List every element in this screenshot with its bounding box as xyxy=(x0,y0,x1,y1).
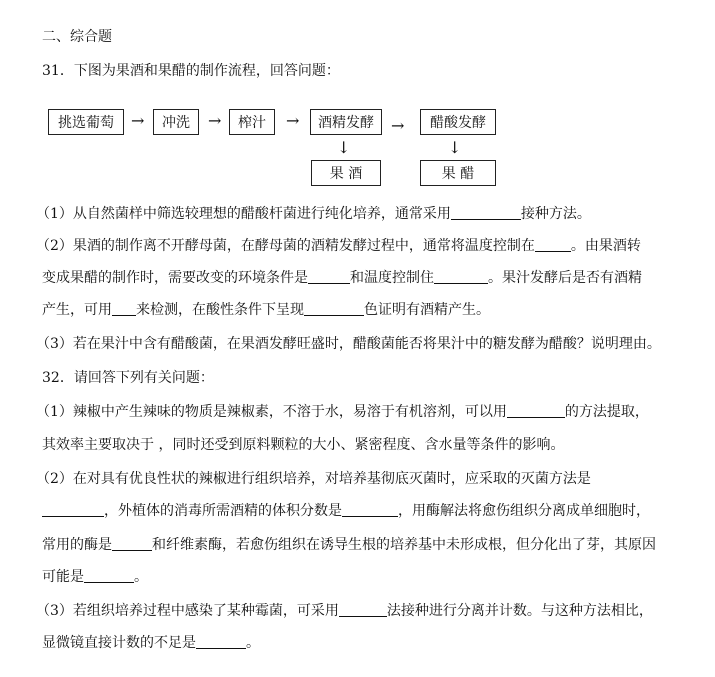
q32-part3-text: （3）若组织培养过程中感染了某种霉菌，可采用 xyxy=(36,603,339,619)
q31-part2-text: （2）果酒的制作离不开酵母菌，在酵母菌的酒精发酵过程中，通常将温度控制在 xyxy=(36,238,535,254)
arrow-right-icon: → xyxy=(391,116,405,135)
q31-part2-text: 变成果醋的制作时，需要改变的环境条件是 xyxy=(42,270,308,286)
q31-stem: 31．下图为果酒和果醋的制作流程，回答问题： xyxy=(42,63,340,79)
flow-output-vinegar: 果 醋 xyxy=(420,160,496,186)
q32-part1-text: 的方法提取， xyxy=(564,404,649,420)
answer-blank[interactable] xyxy=(339,602,387,617)
answer-blank[interactable] xyxy=(196,634,246,649)
answer-blank[interactable] xyxy=(507,403,565,418)
arrow-right-icon: → xyxy=(286,111,300,130)
answer-blank[interactable] xyxy=(84,568,134,583)
answer-blank[interactable] xyxy=(112,301,136,316)
q32-part3-text: 显微镜直接计数的不足是 xyxy=(42,635,196,651)
q32-stem: 32．请回答下列有关问题： xyxy=(42,370,214,386)
flow-box-acetic-fermentation: 醋酸发酵 xyxy=(420,109,496,135)
q31-part1-end: 接种方法。 xyxy=(520,206,591,222)
q31-part2-line1 xyxy=(36,237,641,255)
q31-part1 xyxy=(36,205,591,223)
flow-box-select-grapes: 挑选葡萄 xyxy=(48,109,124,135)
answer-blank[interactable] xyxy=(308,269,350,284)
answer-blank[interactable] xyxy=(434,269,488,284)
q32-part1-line2: 其效率主要取决于 ，同时还受到原料颗粒的大小、紧密程度、含水量等条件的影响。 xyxy=(42,437,565,453)
section-title: 二、综合题 xyxy=(42,29,112,45)
q32-part2-text: 和纤维素酶，若愈伤组织在诱导生根的培养基中未形成根，但分化出了芽，其原因 xyxy=(152,537,656,553)
q32-part1-text: （1）辣椒中产生辣味的物质是辣椒素，不溶于水，易溶于有机溶剂，可以用 xyxy=(36,404,507,420)
q32-part2-line3 xyxy=(42,536,656,554)
flow-box-alcohol-fermentation: 酒精发酵 xyxy=(310,109,382,135)
q32-part3-line2 xyxy=(42,634,260,652)
q32-part2-line2 xyxy=(42,502,650,520)
arrow-right-icon: → xyxy=(208,111,222,130)
arrow-down-icon: ↓ xyxy=(337,138,351,157)
q32-part2-text: 可能是 xyxy=(42,569,84,585)
answer-blank[interactable] xyxy=(342,502,398,517)
q31-part2-text: 和温度控制住 xyxy=(350,270,434,286)
q31-part2-text: 。果汁发酵后是否有酒精 xyxy=(488,270,642,286)
flow-output-wine: 果 酒 xyxy=(311,160,381,186)
q31-part2-text: 色证明有酒精产生。 xyxy=(364,302,490,318)
answer-blank[interactable] xyxy=(42,502,104,517)
q31-part2-line3 xyxy=(42,301,490,319)
q32-part2-text: ，外植体的消毒所需酒精的体积分数是 xyxy=(104,503,342,519)
answer-blank[interactable] xyxy=(112,536,152,551)
q32-part2-text: ，用酶解法将愈伤组织分离成单细胞时， xyxy=(398,503,650,519)
q31-part3: （3）若在果汁中含有醋酸菌，在果酒发酵旺盛时，醋酸菌能否将果汁中的糖发酵为醋酸？说明理由。 xyxy=(36,336,661,352)
q32-part3-line1 xyxy=(36,602,653,620)
q32-part3-text: 。 xyxy=(246,635,260,651)
flow-box-rinse: 冲洗 xyxy=(153,109,199,135)
q32-part1-line1 xyxy=(36,403,649,421)
q32-part2-text: 。 xyxy=(134,569,148,585)
answer-blank[interactable] xyxy=(451,205,521,220)
answer-blank[interactable] xyxy=(535,237,571,252)
arrow-right-icon: → xyxy=(131,111,145,130)
q31-part2-text: 。由果酒转 xyxy=(570,238,641,254)
flow-box-squeeze: 榨汁 xyxy=(229,109,275,135)
q31-part1-text: （1）从自然菌样中筛选较理想的醋酸杆菌进行纯化培养，通常采用 xyxy=(36,206,451,222)
arrow-down-icon: ↓ xyxy=(448,138,462,157)
q31-part2-text: 产生，可用 xyxy=(42,302,112,318)
q32-part3-text: 法接种进行分离并计数。与这种方法相比， xyxy=(386,603,653,619)
q31-part2-line2 xyxy=(42,269,642,287)
q31-part2-text: 来检测，在酸性条件下呈现 xyxy=(136,302,304,318)
q32-part2-line4 xyxy=(42,568,148,586)
q32-part2-line1: （2）在对具有优良性状的辣椒进行组织培养，对培养基彻底灭菌时，应采取的灭菌方法是 xyxy=(36,471,591,487)
answer-blank[interactable] xyxy=(304,301,364,316)
q32-part2-text: 常用的酶是 xyxy=(42,537,112,553)
